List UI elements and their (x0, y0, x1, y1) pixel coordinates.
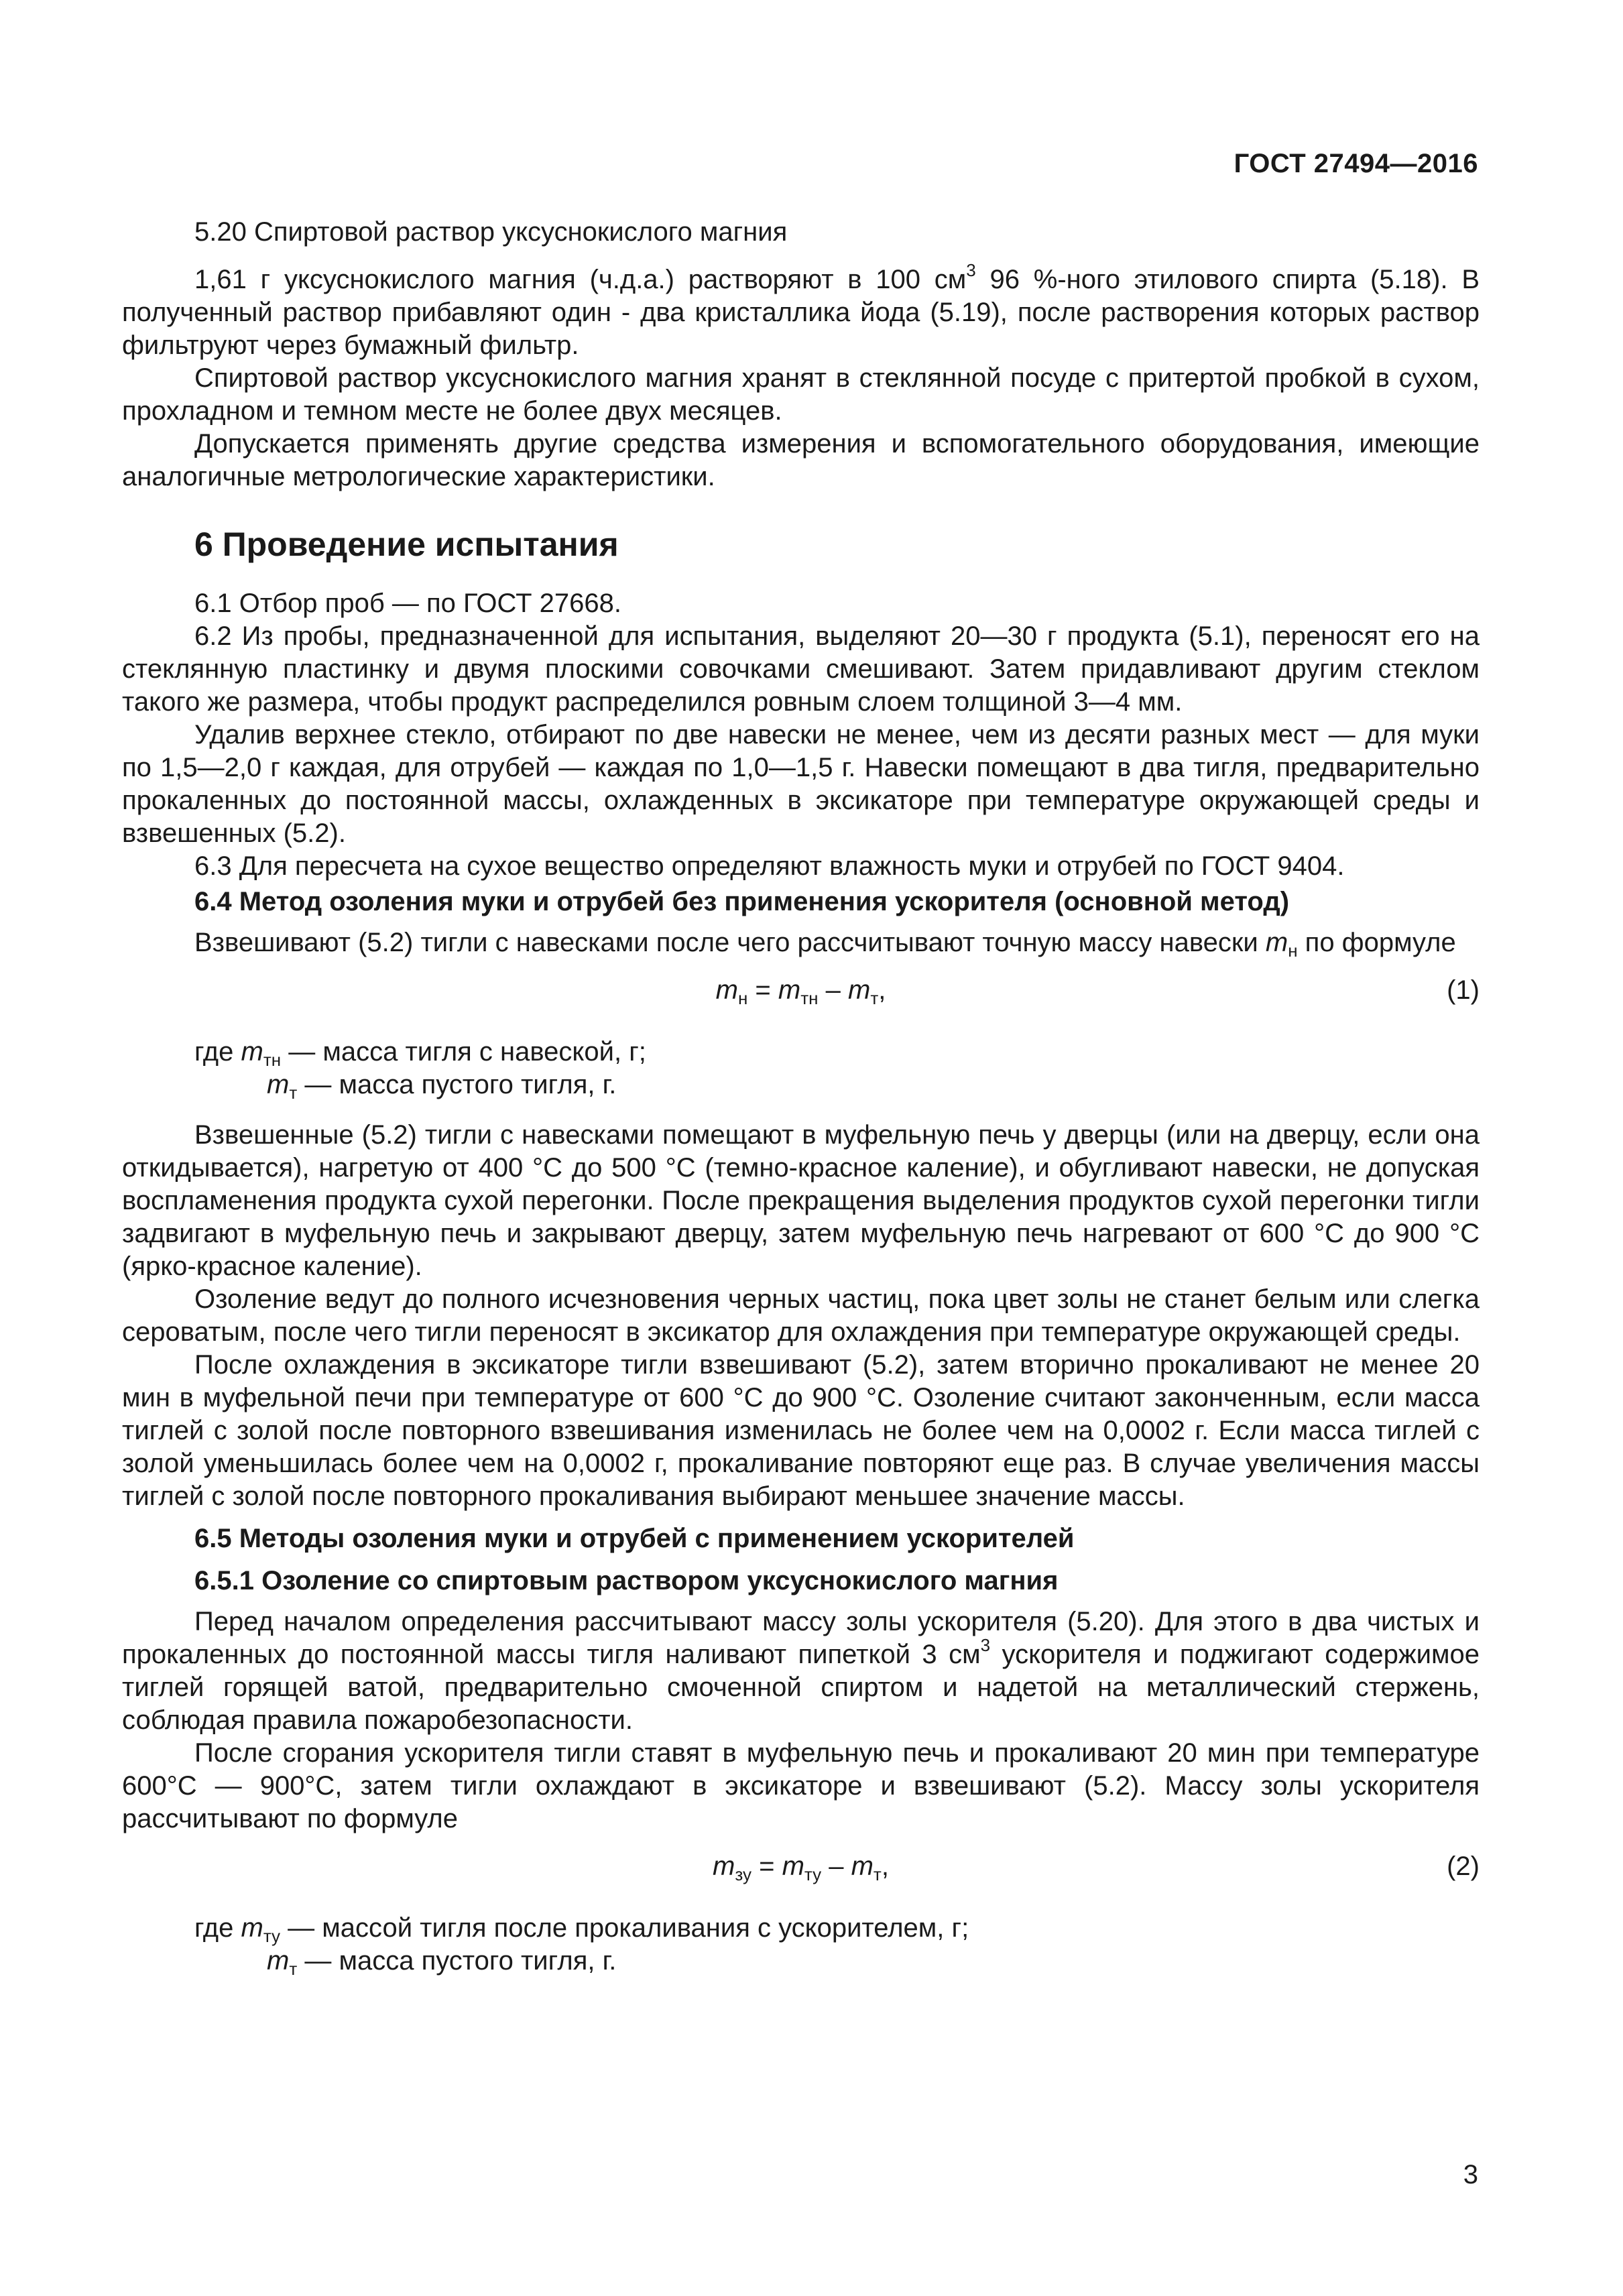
formula-2-number: (2) (1447, 1852, 1480, 1881)
math-symbol: m (267, 1070, 290, 1099)
formula-2 (122, 1850, 1480, 1892)
clause-5-20-paragraph-1 (122, 260, 1480, 362)
subscript: тн (263, 1050, 282, 1070)
math-symbol: m (848, 975, 871, 1005)
clause-5-20-paragraph-2: Спиртовой раствор уксуснокислого магния хранят в стеклянной посуде с притертой пробкой в сухом, прохладном и темном месте не более двух месяцев. (122, 363, 1480, 426)
legend-line (122, 1912, 1480, 1945)
subscript: т (873, 1864, 882, 1884)
page-number: 3 (1463, 2160, 1478, 2189)
operator: = (747, 975, 778, 1005)
superscript: 3 (966, 260, 976, 280)
subscript: н (1288, 941, 1298, 961)
subscript: н (737, 988, 748, 1008)
math-symbol: m (267, 1946, 290, 1976)
text-run: — массой тигля после прокаливания с ускорителем, г; (280, 1913, 969, 1943)
subscript: тн (800, 988, 819, 1008)
clause-6-2-continued: Удалив верхнее стекло, отбирают по две навески не менее, чем из десяти разных мест — для муки по 1,5—2,0 г каждая, для отрубей — каждая по 1,0—1,5 г. Навески помещают в два тигля, предварительно прокаленных до постоянной массы, охлажденных в эксикаторе при температуре окружающей среды и взвешенных (5.2). (122, 720, 1480, 848)
subscript: ту (263, 1926, 281, 1946)
subscript: т (870, 988, 879, 1008)
superscript: 3 (980, 1635, 991, 1655)
clause-6-4-heading: 6.4 Метод озоления муки и отрубей без применения ускорителя (основной метод) (194, 887, 1290, 916)
text-run: ускорителя и поджигают содержимое тиглей горящей ватой, предварительно смоченной спиртом и надетой на металлический стержень, соблюдая правила пожаробезопасности. (122, 1640, 1480, 1735)
clause-6-4-paragraph-1 (122, 926, 1480, 959)
math-symbol: m (715, 975, 738, 1005)
legend-line (122, 1069, 1480, 1101)
subscript: т (289, 1959, 298, 1979)
punctuation: , (881, 1852, 889, 1881)
math-symbol: m (851, 1852, 874, 1881)
text-run: Взвешивают (5.2) тигли с навесками после чего рассчитывают точную массу навески (194, 928, 1266, 957)
clause-6-3: 6.3 Для пересчета на сухое вещество определяют влажность муки и отрубей по ГОСТ 9404. (194, 851, 1345, 881)
clause-6-4-paragraph-4: После охлаждения в эксикаторе тигли взвешивают (5.2), затем вторично прокаливают не менее 20 мин в муфельной печи при температуре от 600 °С до 900 °С. Озоление считают законченным, если масса тиглей с золой после повторного взвешивания изменилась не более чем на 0,0002 г. Если масса тиглей с золой уменьшилась более чем на 0,0002 г, прокаливание повторяют еще раз. В случае увеличения массы тиглей с золой после повторного прокаливания выбирают меньшее значение массы. (122, 1350, 1480, 1511)
text-run: 1,61 г уксуснокислого магния (ч.д.а.) растворяют в 100 см (194, 265, 967, 294)
text-run: где (194, 1037, 241, 1067)
math-symbol: m (241, 1913, 263, 1943)
clause-6-5-1-heading: 6.5.1 Озоление со спиртовым раствором уксуснокислого магния (194, 1566, 1059, 1595)
clause-6-2: 6.2 Из пробы, предназначенной для испытания, выделяют 20—30 г продукта (5.1), переносят его на стеклянную пластинку и двумя плоскими совочками смешивают. Затем придавливают другим стеклом такого же размера, чтобы продукт распределился ровным слоем толщиной 3—4 мм. (122, 621, 1480, 717)
text-run: по формуле (1297, 928, 1456, 957)
text-run: — масса пустого тигля, г. (297, 1070, 617, 1099)
operator: – (821, 1852, 851, 1881)
math-symbol: m (782, 1852, 804, 1881)
text-run: где (194, 1913, 241, 1943)
legend-line (122, 1945, 1480, 1978)
document-body (122, 216, 1480, 1995)
subscript: зу (735, 1864, 752, 1884)
section-6-heading: 6 Проведение испытания (194, 526, 619, 563)
clause-5-20-paragraph-3: Допускается применять другие средства измерения и вспомогательного оборудования, имеющие аналогичные метрологические характеристики. (122, 429, 1480, 491)
clause-6-1: 6.1 Отбор проб — по ГОСТ 27668. (194, 589, 621, 618)
clause-6-5-heading: 6.5 Методы озоления муки и отрубей с применением ускорителей (194, 1524, 1075, 1553)
formula-1-legend (122, 1036, 1480, 1101)
clause-6-5-1-paragraph-2: После сгорания ускорителя тигли ставят в муфельную печь и прокаливают 20 мин при температуре 600°С — 900°С, затем тигли охлаждают в эксикаторе и взвешивают (5.2). Массу золы ускорителя рассчитывают по формуле (122, 1738, 1480, 1833)
clause-6-4-paragraph-2: Взвешенные (5.2) тигли с навесками помещают в муфельную печь у дверцы (или на дверцу, если она откидывается), нагретую от 400 °С до 500 °С (темно-красное каление), и обугливают навески, не допуская воспламенения продукта сухой перегонки. После прекращения выделения продуктов сухой перегонки тигли задвигают в муфельную печь и закрывают дверцу, затем муфельную печь нагревают от 600 °С до 900 °С (ярко-красное каление). (122, 1120, 1480, 1281)
subscript: т (289, 1083, 298, 1103)
subscript: ту (804, 1864, 822, 1884)
operator: = (751, 1852, 782, 1881)
formula-1-expression (715, 975, 886, 1008)
punctuation: , (878, 975, 886, 1005)
text-run: 96 %-ного этилового спирта (5.18). В полученный раствор прибавляют один - два кристаллика йода (5.19), после растворения которых раствор фильтруют через бумажный фильтр. (122, 265, 1480, 360)
formula-1 (122, 974, 1480, 1016)
formula-1-number: (1) (1447, 975, 1480, 1005)
standard-code: ГОСТ 27494—2016 (1234, 149, 1478, 178)
text-run: Перед началом определения рассчитывают массу золы ускорителя (5.20). Для этого в два чистых и прокаленных до постоянной массы тигля наливают пипеткой 3 см (122, 1607, 1480, 1669)
math-symbol: m (1265, 928, 1288, 957)
math-symbol: m (241, 1037, 263, 1067)
clause-5-20-title: 5.20 Спиртовой раствор уксуснокислого магния (194, 217, 788, 247)
math-symbol: m (778, 975, 801, 1005)
clause-6-5-1-paragraph-1 (122, 1606, 1480, 1737)
math-symbol: m (713, 1852, 735, 1881)
operator: – (818, 975, 848, 1005)
formula-2-legend (122, 1912, 1480, 1978)
clause-6-4-paragraph-3: Озоление ведут до полного исчезновения черных частиц, пока цвет золы не станет белым или слегка сероватым, после чего тигли переносят в эксикатор для охлаждения при температуре окружающей среды. (122, 1284, 1480, 1347)
legend-line (122, 1036, 1480, 1069)
text-run: — масса пустого тигля, г. (297, 1946, 617, 1976)
formula-2-expression (713, 1852, 889, 1884)
text-run: — масса тигля с навеской, г; (281, 1037, 646, 1067)
